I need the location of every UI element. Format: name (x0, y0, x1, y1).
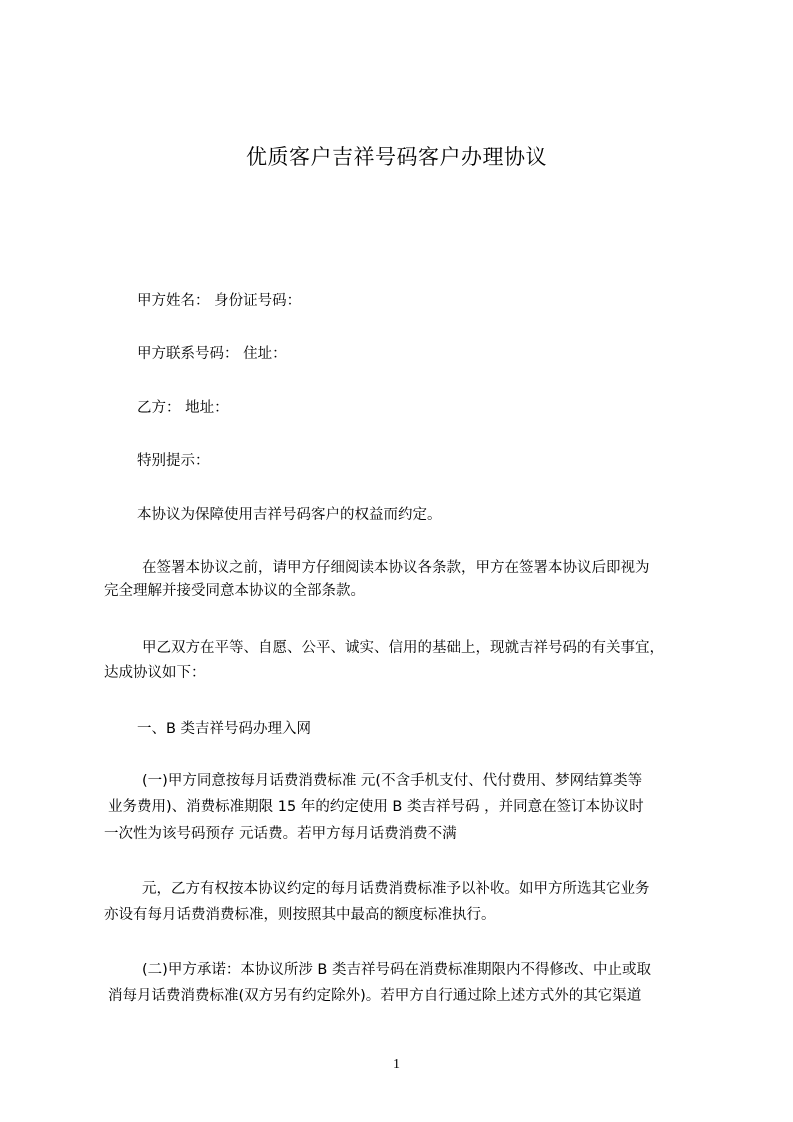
clause-two-line-2: 消每月话费消费标准(双方另有约定除外)。若甲方自行通过除上述方式外的其它渠道 (108, 988, 642, 1004)
section-one-heading: 一、B 类吉祥号码办理入网 (137, 721, 312, 737)
party-a-name-id-line: 甲方姓名： 身份证号码： (137, 293, 302, 309)
clause-two-line-1: (二)甲方承诺：本协议所涉 B 类吉祥号码在消费标准期限内不得修改、中止或取 (142, 962, 651, 978)
document-title: 优质客户吉祥号码客户办理协议 (246, 145, 547, 169)
reading-paragraph-line-2: 完全理解并接受同意本协议的全部条款。 (104, 583, 365, 599)
clause-one-line-2: 业务费用)、消费标准期限 15 年的约定使用 B 类吉祥号码 ，并同意在签订本协议时 (108, 799, 644, 815)
party-a-phone-address-line: 甲方联系号码： 住址： (137, 346, 287, 362)
clause-one-line-3: 一次性为该号码预存 元话费。若甲方每月话费消费不满 (104, 826, 457, 842)
party-b-address-line: 乙方： 地址： (137, 400, 229, 416)
reading-paragraph-line-1: 在签署本协议之前，请甲方仔细阅读本协议各条款，甲方在签署本协议后即视为 (142, 560, 650, 576)
purpose-paragraph: 本协议为保障使用吉祥号码客户的权益而约定。 (137, 507, 442, 523)
agreement-basis-line-1: 甲乙双方在平等、自愿、公平、诚实、信用的基础上，现就吉祥号码的有关事宜， (142, 640, 664, 656)
clause-one-continued-line-2: 亦设有每月话费消费标准，则按照其中最高的额度标准执行。 (104, 907, 496, 923)
clause-one-continued-line-1: 元，乙方有权按本协议约定的每月话费消费标准予以补收。如甲方所选其它业务 (142, 881, 650, 897)
page-number: 1 (393, 1057, 400, 1072)
clause-one-line-1: (一)甲方同意按每月话费消费标准 元(不含手机支付、代付费用、梦网结算类等 (142, 773, 643, 789)
agreement-basis-line-2: 达成协议如下： (104, 665, 206, 681)
special-notice-heading: 特别提示： (137, 453, 210, 469)
